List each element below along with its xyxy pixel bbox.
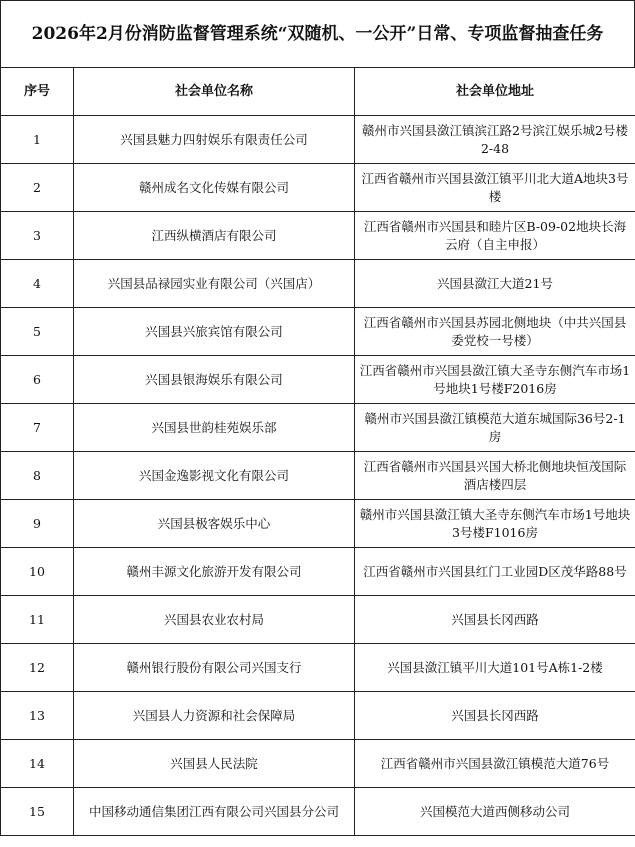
cell-index: 10 xyxy=(1,548,74,596)
cell-index: 15 xyxy=(1,788,74,836)
cell-address: 兴国模范大道西侧移动公司 xyxy=(355,788,635,836)
cell-index: 7 xyxy=(1,404,74,452)
cell-name: 兴国县世韵桂苑娱乐部 xyxy=(74,404,355,452)
table-header-row xyxy=(1,68,635,116)
task-table xyxy=(0,67,635,836)
cell-address: 兴国县潋江镇平川大道101号A栋1-2楼 xyxy=(355,644,635,692)
cell-index: 11 xyxy=(1,596,74,644)
cell-name: 兴国县人民法院 xyxy=(74,740,355,788)
cell-address: 兴国县潋江大道21号 xyxy=(355,260,635,308)
table-row xyxy=(1,116,635,164)
table-row xyxy=(1,164,635,212)
table-row xyxy=(1,644,635,692)
cell-address: 江西省赣州市兴国县兴国大桥北侧地块恒茂国际酒店楼四层 xyxy=(355,452,635,500)
cell-address: 赣州市兴国县潋江镇滨江路2号滨江娱乐城2号楼2-48 xyxy=(355,116,635,164)
cell-index: 3 xyxy=(1,212,74,260)
cell-index: 13 xyxy=(1,692,74,740)
cell-index: 5 xyxy=(1,308,74,356)
cell-name: 赣州丰源文化旅游开发有限公司 xyxy=(74,548,355,596)
cell-name: 兴国金逸影视文化有限公司 xyxy=(74,452,355,500)
cell-address: 江西省赣州市兴国县苏园北侧地块（中共兴国县委党校一号楼） xyxy=(355,308,635,356)
cell-name: 中国移动通信集团江西有限公司兴国县分公司 xyxy=(74,788,355,836)
cell-address: 江西省赣州市兴国县红门工业园D区茂华路88号 xyxy=(355,548,635,596)
cell-index: 12 xyxy=(1,644,74,692)
cell-index: 4 xyxy=(1,260,74,308)
header-index: 序号 xyxy=(1,68,74,116)
table-row xyxy=(1,452,635,500)
cell-name: 赣州成名文化传媒有限公司 xyxy=(74,164,355,212)
cell-name: 兴国县银海娱乐有限公司 xyxy=(74,356,355,404)
cell-index: 2 xyxy=(1,164,74,212)
cell-address: 赣州市兴国县潋江镇模范大道东城国际36号2-1房 xyxy=(355,404,635,452)
cell-address: 兴国县长冈西路 xyxy=(355,692,635,740)
table-row xyxy=(1,356,635,404)
cell-name: 兴国县品禄园实业有限公司（兴国店） xyxy=(74,260,355,308)
cell-index: 8 xyxy=(1,452,74,500)
cell-index: 14 xyxy=(1,740,74,788)
header-address: 社会单位地址 xyxy=(355,68,635,116)
cell-address: 江西省赣州市兴国县潋江镇模范大道76号 xyxy=(355,740,635,788)
cell-name: 兴国县农业农村局 xyxy=(74,596,355,644)
cell-index: 1 xyxy=(1,116,74,164)
cell-index: 9 xyxy=(1,500,74,548)
table-row xyxy=(1,308,635,356)
table-row xyxy=(1,260,635,308)
table-row xyxy=(1,404,635,452)
table-row xyxy=(1,740,635,788)
header-name: 社会单位名称 xyxy=(74,68,355,116)
cell-address: 江西省赣州市兴国县潋江镇大圣寺东侧汽车市场1号地块1号楼F2016房 xyxy=(355,356,635,404)
table-body xyxy=(1,116,635,836)
cell-name: 赣州银行股份有限公司兴国支行 xyxy=(74,644,355,692)
cell-address: 赣州市兴国县潋江镇大圣寺东侧汽车市场1号地块3号楼F1016房 xyxy=(355,500,635,548)
cell-address: 江西省赣州市兴国县和睦片区B-09-02地块长海云府（自主申报） xyxy=(355,212,635,260)
cell-name: 江西纵横酒店有限公司 xyxy=(74,212,355,260)
table-row xyxy=(1,500,635,548)
document-title: 2026年2月份消防监督管理系统“双随机、一公开”日常、专项监督抽查任务 xyxy=(0,0,635,67)
table-row xyxy=(1,788,635,836)
table-row xyxy=(1,596,635,644)
cell-name: 兴国县极客娱乐中心 xyxy=(74,500,355,548)
cell-address: 江西省赣州市兴国县潋江镇平川北大道A地块3号楼 xyxy=(355,164,635,212)
table-row xyxy=(1,548,635,596)
table-row xyxy=(1,692,635,740)
cell-name: 兴国县兴旅宾馆有限公司 xyxy=(74,308,355,356)
cell-index: 6 xyxy=(1,356,74,404)
table-row xyxy=(1,212,635,260)
cell-address: 兴国县长冈西路 xyxy=(355,596,635,644)
cell-name: 兴国县人力资源和社会保障局 xyxy=(74,692,355,740)
cell-name: 兴国县魅力四射娱乐有限责任公司 xyxy=(74,116,355,164)
